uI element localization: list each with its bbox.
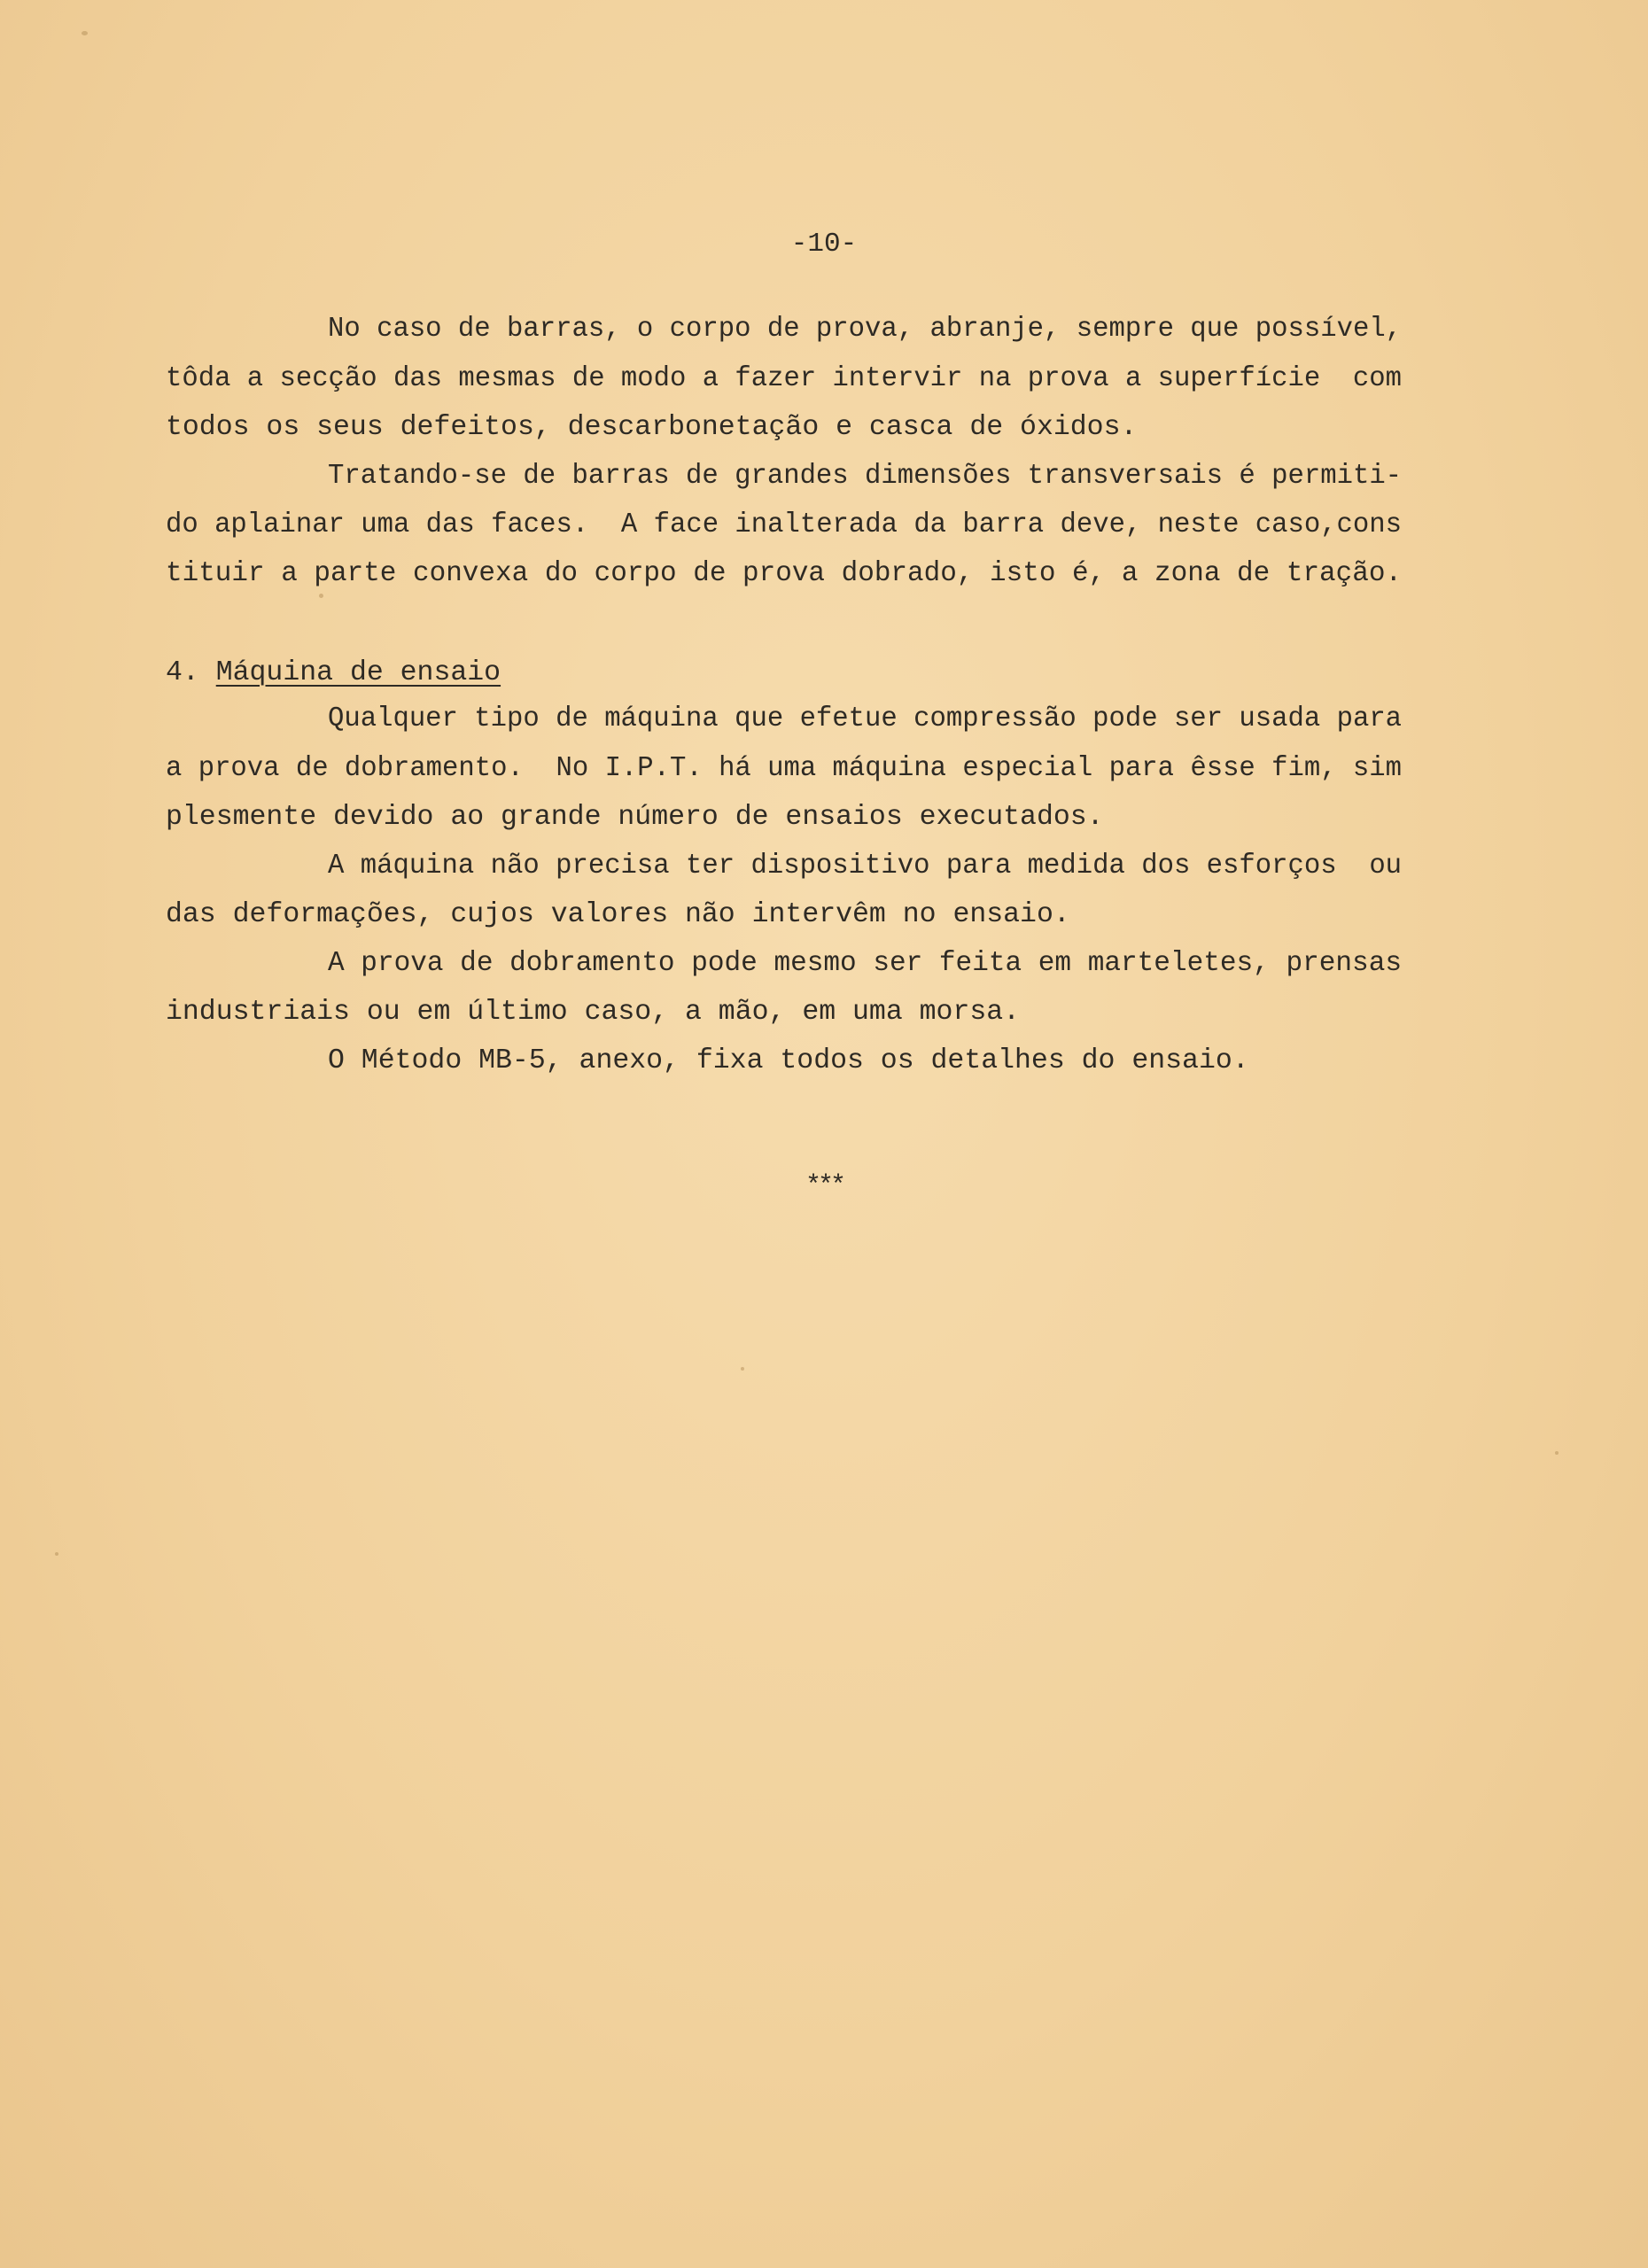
paragraph-line: das deformações, cujos valores não intervêm no ensaio. — [166, 899, 1070, 930]
section-number: 4. — [166, 657, 199, 688]
paragraph-line: A máquina não precisa ter dispositivo para medida dos esforços ou — [328, 850, 1403, 882]
paragraph-line: do aplainar uma das faces. A face inalterada da barra deve, neste caso,cons — [166, 509, 1402, 540]
paragraph-line: No caso de barras, o corpo de prova, abranje, sempre que possível, — [328, 314, 1403, 345]
page-number: -10- — [790, 229, 858, 260]
paragraph-line: todos os seus defeitos, descarbonetação e casca de óxidos. — [166, 412, 1138, 443]
paragraph-line: O Método MB-5, anexo, fixa todos os detalhes do ensaio. — [328, 1045, 1249, 1076]
paper-speck — [1555, 1451, 1559, 1455]
paragraph-line: tituir a parte convexa do corpo de prova dobrado, isto é, a zona de tração. — [166, 558, 1403, 589]
paragraph-line: a prova de dobramento. No I.P.T. há uma máquina especial para êsse fim, sim — [166, 753, 1402, 784]
paragraph-line: tôda a secção das mesmas de modo a fazer intervir na prova a superfície com — [166, 363, 1402, 394]
paper-speck — [741, 1367, 744, 1371]
paragraph-line: A prova de dobramento pode mesmo ser feita em marteletes, prensas — [328, 948, 1402, 979]
paper-speck — [319, 594, 323, 598]
paragraph-line: Tratando-se de barras de grandes dimensões transversais é permiti- — [328, 461, 1403, 492]
paragraph-line: industriais ou em último caso, a mão, em uma morsa. — [166, 997, 1021, 1028]
paragraph-line: Qualquer tipo de máquina que efetue compressão pode ser usada para — [328, 703, 1403, 734]
end-mark: *** — [805, 1171, 843, 1201]
section-heading — [166, 656, 501, 691]
paper-speck — [55, 1552, 58, 1556]
paragraph-line: plesmente devido ao grande número de ensaios executados. — [166, 802, 1104, 833]
section-title: Máquina de ensaio — [215, 657, 501, 688]
paper-speck — [82, 31, 88, 35]
